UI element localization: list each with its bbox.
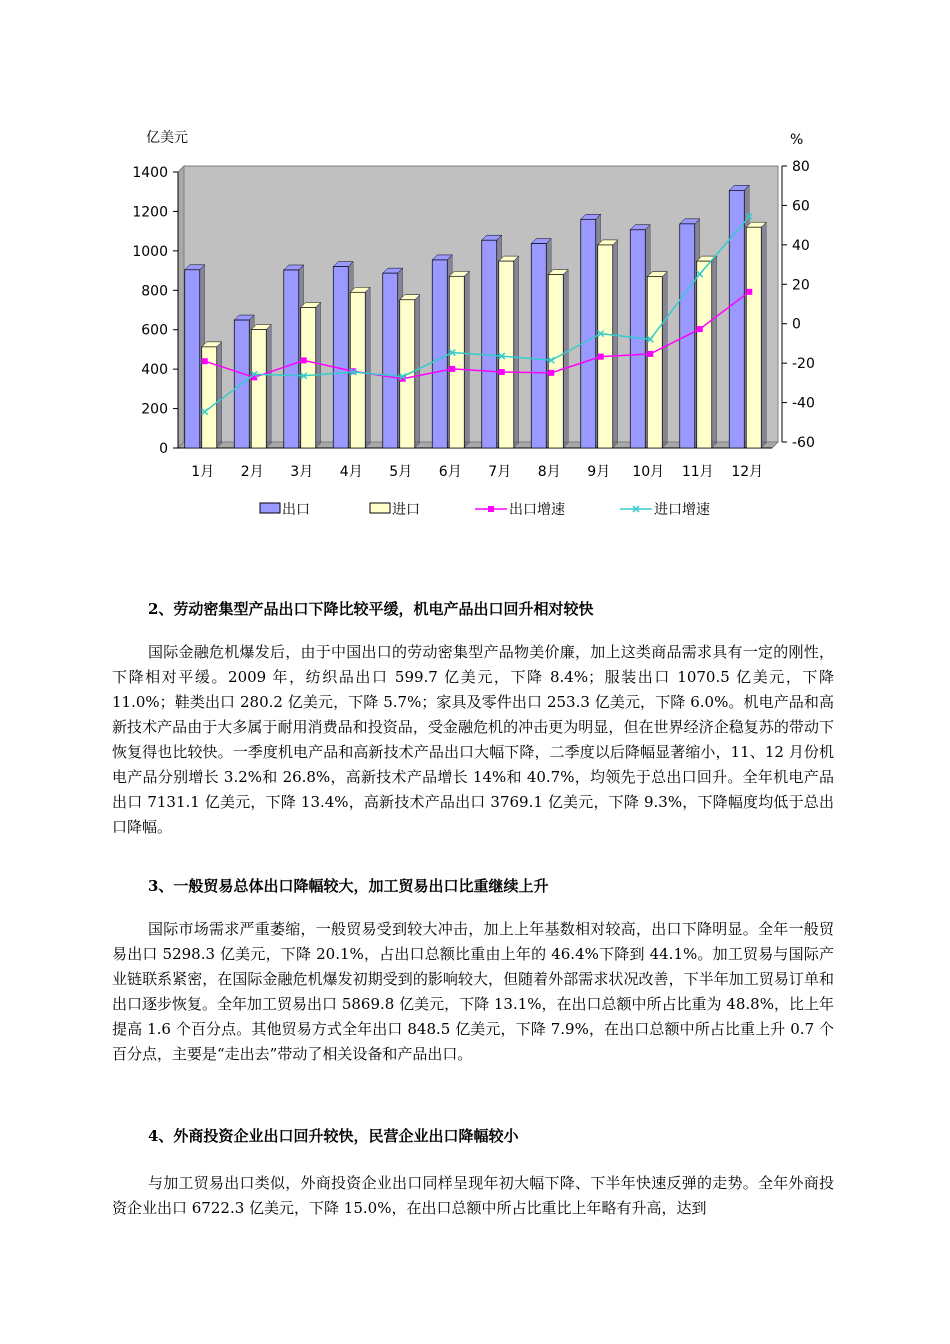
y-right-tick-label: -60 xyxy=(792,435,815,451)
import-bar xyxy=(746,222,766,448)
bar-front xyxy=(531,244,546,448)
legend-marker xyxy=(488,506,494,512)
y-left-tick-label: 400 xyxy=(141,362,168,379)
x-tick-label: 9月 xyxy=(587,464,611,480)
bar-front xyxy=(482,240,497,448)
export-growth-point xyxy=(647,351,653,357)
export-growth-point xyxy=(202,358,208,364)
bar-side xyxy=(415,295,420,448)
export-growth-point xyxy=(598,354,604,360)
section-paragraph: 与加工贸易出口类似，外商投资企业出口同样呈现年初大幅下降、下半年快速反弹的走势。全年外商投资企业出口 6722.3 亿美元，下降 15.0%，在出口总额中所占比重比上年略有升高，达到 xyxy=(112,1174,834,1217)
import-bar xyxy=(400,295,420,448)
bar-side xyxy=(662,272,667,448)
y-left-tick-label: 600 xyxy=(141,322,168,339)
bar-side xyxy=(514,256,519,448)
section-paragraph: 国际金融危机爆发后，由于中国出口的劳动密集型产品物美价廉，加上这类商品需求具有一定的刚性，下降相对平缓。2009 年，纺织品出口 599.7 亿美元，下降 8.4%；服装出口 1070.5 亿美元，下降 11.0%；鞋类出口 280.2 亿美元，下降 5.7%；家具及零件出口 253.3 亿美元，下降 6.0%。机电产品和高新技术产品由于大多属于耐用消费品和投资品，受金融危机的冲击更为明显，但在世界经济企稳复苏的带动下恢复得也比较快。一季度机电产品和高新技术产品出口大幅下降，二季度以后降幅显著缩小，11、12 月份机电产品分别增长 3.2%和 26.8%，高新技术产品增长 14%和 40.7%，均领先于总出口回升。全年机电产品出口 7131.1 亿美元，下降 13.4%，高新技术产品出口 3769.1 亿美元，下降 9.3%，下降幅度均低于总出口降幅。 xyxy=(112,643,834,836)
y-right-tick-label: 60 xyxy=(792,198,810,215)
y-right-tick-label: 80 xyxy=(792,159,810,175)
bar-front xyxy=(647,277,662,448)
bar-side xyxy=(712,256,717,448)
export-growth-point xyxy=(301,357,307,363)
import-bar xyxy=(251,325,271,448)
x-tick-label: 3月 xyxy=(290,464,314,480)
bar-front xyxy=(383,273,398,448)
bar-side xyxy=(563,270,568,448)
y-left-tick-label: 1000 xyxy=(132,243,168,260)
bar-front xyxy=(301,307,316,448)
export-growth-point xyxy=(449,366,455,372)
legend-swatch xyxy=(260,503,280,513)
bar-front xyxy=(185,270,200,448)
x-tick-label: 12月 xyxy=(731,464,764,480)
chart-legend xyxy=(260,501,710,518)
bar-front xyxy=(449,276,464,448)
x-tick-label: 5月 xyxy=(389,464,413,480)
y-left-tick-label: 1200 xyxy=(132,204,168,221)
import-bar xyxy=(449,271,469,448)
plot-side-wall xyxy=(178,166,184,448)
bar-front xyxy=(697,261,712,448)
x-tick-label: 10月 xyxy=(632,464,665,480)
bar-side xyxy=(266,325,271,448)
bar-front xyxy=(581,219,596,448)
y-left-tick-label: 200 xyxy=(141,401,168,418)
bar-side xyxy=(761,222,766,448)
section-heading: 3、一般贸易总体出口降幅较大，加工贸易出口比重继续上升 xyxy=(148,877,549,895)
legend-label: 出口增速 xyxy=(509,502,565,518)
section-foreign-invested xyxy=(112,1125,834,1221)
x-tick-label: 1月 xyxy=(191,464,215,480)
export-growth-point xyxy=(697,326,703,332)
y-right-tick-label: -20 xyxy=(792,356,815,373)
bar-front xyxy=(432,260,447,448)
export-growth-point xyxy=(499,369,505,375)
y-right-tick-label: 20 xyxy=(792,277,810,294)
trade-chart xyxy=(120,120,820,540)
section-paragraph: 国际市场需求严重萎缩，一般贸易受到较大冲击，加上上年基数相对较高，出口下降明显。全年一般贸易出口 5298.3 亿美元，下降 20.1%，占出口总额比重由上年的 46.4%下降到 44.1%。加工贸易与国际产业链联系紧密，在国际金融危机爆发初期受到的影响较大，但随着外部需求状况改善，下半年加工贸易订单和出口逐步恢复。全年加工贸易出口 5869.8 亿美元，下降 13.1%，在出口总额中所占比重为 48.8%，比上年提高 1.6 个百分点。其他贸易方式全年出口 848.5 亿美元，下降 7.9%，在出口总额中所占比重上升 0.7 个百分点，主要是“走出去”带动了相关设备和产品出口。 xyxy=(112,920,834,1063)
bar-side xyxy=(217,342,222,448)
export-growth-point xyxy=(746,289,752,295)
import-bar xyxy=(647,272,667,448)
section-heading: 2、劳动密集型产品出口下降比较平缓，机电产品出口回升相对较快 xyxy=(148,600,594,618)
y-left-tick-label: 1400 xyxy=(132,165,168,181)
x-tick-label: 2月 xyxy=(240,464,264,480)
import-bar xyxy=(548,270,568,448)
y-right-axis-label: % xyxy=(790,132,804,148)
bar-front xyxy=(729,190,744,448)
import-bar xyxy=(499,256,519,448)
legend-label: 进口增速 xyxy=(654,502,710,518)
legend-label: 出口 xyxy=(282,502,310,518)
chart-svg xyxy=(120,120,820,540)
y-left-tick-label: 0 xyxy=(159,441,168,457)
y-right-tick-label: -40 xyxy=(792,395,815,412)
import-bar xyxy=(697,256,717,448)
x-tick-label: 4月 xyxy=(339,464,363,480)
bar-side xyxy=(464,271,469,448)
legend-swatch xyxy=(370,503,390,513)
bar-front xyxy=(598,245,613,448)
export-growth-point xyxy=(548,370,554,376)
y-right-tick-label: 0 xyxy=(792,316,801,333)
bar-front xyxy=(251,330,266,448)
bar-side xyxy=(365,287,370,448)
bar-front xyxy=(333,267,348,448)
y-left-axis-label: 亿美元 xyxy=(146,130,188,146)
y-left-tick-label: 800 xyxy=(141,283,168,300)
x-tick-label: 6月 xyxy=(438,464,462,480)
import-bar xyxy=(598,240,618,448)
x-tick-label: 11月 xyxy=(681,464,714,480)
x-tick-label: 8月 xyxy=(537,464,561,480)
bar-side xyxy=(613,240,618,448)
import-bar xyxy=(202,342,222,448)
section-general-trade xyxy=(112,875,834,1067)
bar-front xyxy=(746,227,761,448)
import-bar xyxy=(350,287,370,448)
section-heading: 4、外商投资企业出口回升较快，民营企业出口降幅较小 xyxy=(148,1127,519,1145)
section-labor-intensive xyxy=(112,598,834,840)
legend-label: 进口 xyxy=(392,502,420,518)
y-right-tick-label: 40 xyxy=(792,237,810,254)
bar-front xyxy=(284,270,299,448)
x-tick-label: 7月 xyxy=(488,464,512,480)
